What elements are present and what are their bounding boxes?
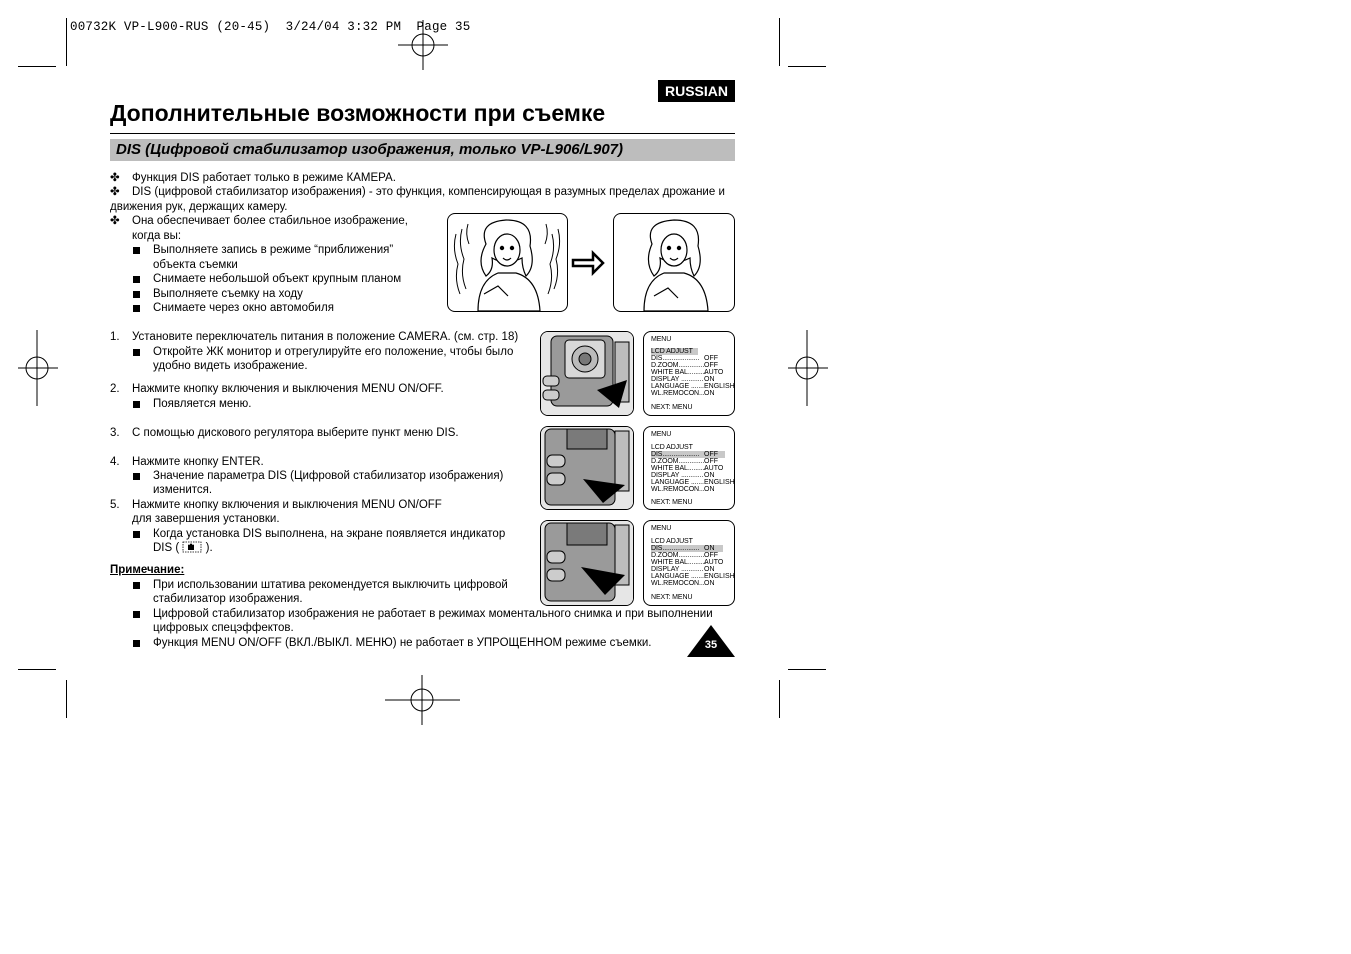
note-2-line1: Цифровой стабилизатор изображения не работает в режимах моментального снимка и при выполнении <box>153 608 713 620</box>
menu-value-dzoom: OFF <box>704 458 718 465</box>
black-square-icon <box>133 305 140 312</box>
intro-bullet-2-line2: движения рук, держащих камеру. <box>110 201 288 213</box>
black-square-icon <box>133 582 140 589</box>
menu-item-dzoom: D.ZOOM.............. <box>651 552 705 559</box>
menu-value-remocon: ON <box>704 390 715 397</box>
menu-value-dzoom: OFF <box>704 362 718 369</box>
step-3-number: 3. <box>110 427 120 439</box>
illustration-stable <box>613 213 735 312</box>
note-3: Функция MENU ON/OFF (ВКЛ./ВЫКЛ. МЕНЮ) не работает в УПРОЩЕННОМ режиме съемки. <box>153 637 652 649</box>
menu-item-remocon: WL.REMOCON... <box>651 390 705 397</box>
menu-item-wb: WHITE BAL.......... <box>651 465 707 472</box>
step-4-sub-line2: изменится. <box>153 484 213 496</box>
intro-sub-1-line1: Выполняете запись в режиме “приближения” <box>153 244 394 256</box>
illustration-shaky <box>447 213 568 312</box>
menu-screen-1 <box>643 331 735 416</box>
crop-mark <box>788 66 826 67</box>
registration-mark-right <box>788 330 828 406</box>
note-2-line2: цифровых спецэффектов. <box>153 622 294 634</box>
step-1-sub-line1: Откройте ЖК монитор и отрегулируйте его положение, чтобы было <box>153 346 514 358</box>
black-square-icon <box>133 349 140 356</box>
menu-value-dis: ON <box>704 545 715 552</box>
step-5-sub-line2 <box>153 541 213 556</box>
print-header: 00732K VP-L900-RUS (20-45) 3/24/04 3:32 PM Page 35 <box>70 20 471 34</box>
registration-mark-bottom <box>385 675 460 725</box>
crop-mark <box>66 680 67 718</box>
intro-bullet-3-line2: когда вы: <box>132 230 182 242</box>
intro-sub-2: Снимаете небольшой объект крупным планом <box>153 273 402 285</box>
menu-item-dis: DIS.................... <box>651 451 700 458</box>
menu-item-language: LANGUAGE ....... <box>651 383 704 390</box>
crop-mark <box>779 680 780 718</box>
intro-bullet-1: Функция DIS работает только в режиме КАМЕРА. <box>132 172 396 184</box>
cross-bullet-icon: ✤ <box>110 186 120 198</box>
menu-item-dis: DIS.................... <box>651 545 700 552</box>
step-4-sub-line1: Значение параметра DIS (Цифровой стабилизатор изображения) <box>153 470 504 482</box>
menu-item-display: DISPLAY ............ <box>651 376 704 383</box>
black-square-icon <box>133 276 140 283</box>
section-title: DIS (Цифровой стабилизатор изображения, только VP-L906/L907) <box>116 141 624 158</box>
menu-value-dis: OFF <box>704 355 718 362</box>
black-square-icon <box>133 640 140 647</box>
menu-value-display: ON <box>704 472 715 479</box>
menu-item-wb: WHITE BAL.......... <box>651 369 707 376</box>
menu-title: MENU <box>651 525 672 532</box>
step-5-text-line1: Нажмите кнопку включения и выключения MENU ON/OFF <box>132 499 442 511</box>
step-4-text: Нажмите кнопку ENTER. <box>132 456 264 468</box>
step-4-number: 4. <box>110 456 120 468</box>
menu-value-dzoom: OFF <box>704 552 718 559</box>
note-title: Примечание: <box>110 564 185 576</box>
menu-item-dzoom: D.ZOOM.............. <box>651 458 705 465</box>
step-3-text: С помощью дискового регулятора выберите пункт меню DIS. <box>132 427 459 439</box>
menu-value-wb: AUTO <box>704 559 724 566</box>
dis-hand-icon <box>182 541 202 553</box>
intro-sub-3: Выполняете съемку на ходу <box>153 288 303 300</box>
menu-value-dis: OFF <box>704 451 718 458</box>
menu-value-language: ENGLISH <box>704 479 735 486</box>
page-title: Дополнительные возможности при съемке <box>110 100 606 126</box>
menu-title: MENU <box>651 431 672 438</box>
step-2-text: Нажмите кнопку включения и выключения MENU ON/OFF. <box>132 383 444 395</box>
menu-value-language: ENGLISH <box>704 573 735 580</box>
black-square-icon <box>133 247 140 254</box>
cross-bullet-icon: ✤ <box>110 215 120 227</box>
menu-value-language: ENGLISH <box>704 383 735 390</box>
menu-value-display: ON <box>704 376 715 383</box>
menu-item-display: DISPLAY ............ <box>651 566 704 573</box>
step-1-sub-line2: удобно видеть изображение. <box>153 360 308 372</box>
menu-value-display: ON <box>704 566 715 573</box>
step-5-sub-line2-b: ). <box>205 542 213 554</box>
step-2-number: 2. <box>110 383 120 395</box>
intro-sub-4: Снимаете через окно автомобиля <box>153 302 334 314</box>
crop-mark <box>66 18 67 66</box>
black-square-icon <box>133 291 140 298</box>
menu-item-lcd: LCD ADJUST <box>651 538 693 545</box>
menu-screen-2 <box>643 426 735 510</box>
black-square-icon <box>133 473 140 480</box>
section-title-bar <box>110 139 735 161</box>
crop-mark <box>18 66 56 67</box>
menu-item-remocon: WL.REMOCON... <box>651 580 705 587</box>
step-5-sub-line1: Когда установка DIS выполнена, на экране появляется индикатор <box>153 528 506 540</box>
step-1-number: 1. <box>110 331 120 343</box>
menu-footer: NEXT: MENU <box>651 404 693 411</box>
camcorder-image-2 <box>540 426 634 510</box>
menu-item-lcd: LCD ADJUST <box>651 444 693 451</box>
crop-mark <box>18 669 56 670</box>
menu-item-display: DISPLAY ............ <box>651 472 704 479</box>
intro-sub-1-line2: объекта съемки <box>153 259 238 271</box>
registration-mark-left <box>18 330 58 406</box>
crop-mark <box>779 18 780 66</box>
cross-bullet-icon: ✤ <box>110 172 120 184</box>
black-square-icon <box>133 611 140 618</box>
menu-title: MENU <box>651 336 672 343</box>
step-5-text-line2: для завершения установки. <box>132 513 280 525</box>
note-1-line2: стабилизатор изображения. <box>153 593 303 605</box>
menu-item-dis: DIS.................... <box>651 355 700 362</box>
menu-value-remocon: ON <box>704 486 715 493</box>
page-number: 35 <box>704 639 718 651</box>
menu-item-lcd: LCD ADJUST <box>651 348 693 355</box>
menu-item-language: LANGUAGE ....... <box>651 479 704 486</box>
menu-screen-3 <box>643 520 735 606</box>
menu-value-remocon: ON <box>704 580 715 587</box>
menu-item-remocon: WL.REMOCON... <box>651 486 705 493</box>
right-arrow-icon <box>571 250 605 276</box>
menu-value-wb: AUTO <box>704 465 724 472</box>
camcorder-image-1 <box>540 331 634 416</box>
intro-bullet-2-line1: DIS (цифровой стабилизатор изображения) - это функция, компенсирующая в разумных пределах дрожание и <box>132 186 725 198</box>
black-square-icon <box>133 531 140 538</box>
menu-item-wb: WHITE BAL.......... <box>651 559 707 566</box>
step-5-sub-line2-a: DIS ( <box>153 542 180 554</box>
step-1-text: Установите переключатель питания в положение CAMERA. (см. стр. 18) <box>132 331 519 343</box>
menu-item-language: LANGUAGE ....... <box>651 573 704 580</box>
menu-footer: NEXT: MENU <box>651 594 693 601</box>
step-5-number: 5. <box>110 499 120 511</box>
menu-footer: NEXT: MENU <box>651 499 693 506</box>
title-rule <box>110 133 735 134</box>
note-1-line1: При использовании штатива рекомендуется выключить цифровой <box>153 579 508 591</box>
crop-mark <box>788 669 826 670</box>
camcorder-image-3 <box>540 520 634 606</box>
intro-bullet-3-line1: Она обеспечивает более стабильное изображение, <box>132 215 408 227</box>
menu-item-dzoom: D.ZOOM.............. <box>651 362 705 369</box>
step-2-sub: Появляется меню. <box>153 398 252 410</box>
black-square-icon <box>133 401 140 408</box>
language-badge: RUSSIAN <box>658 80 735 102</box>
menu-value-wb: AUTO <box>704 369 724 376</box>
